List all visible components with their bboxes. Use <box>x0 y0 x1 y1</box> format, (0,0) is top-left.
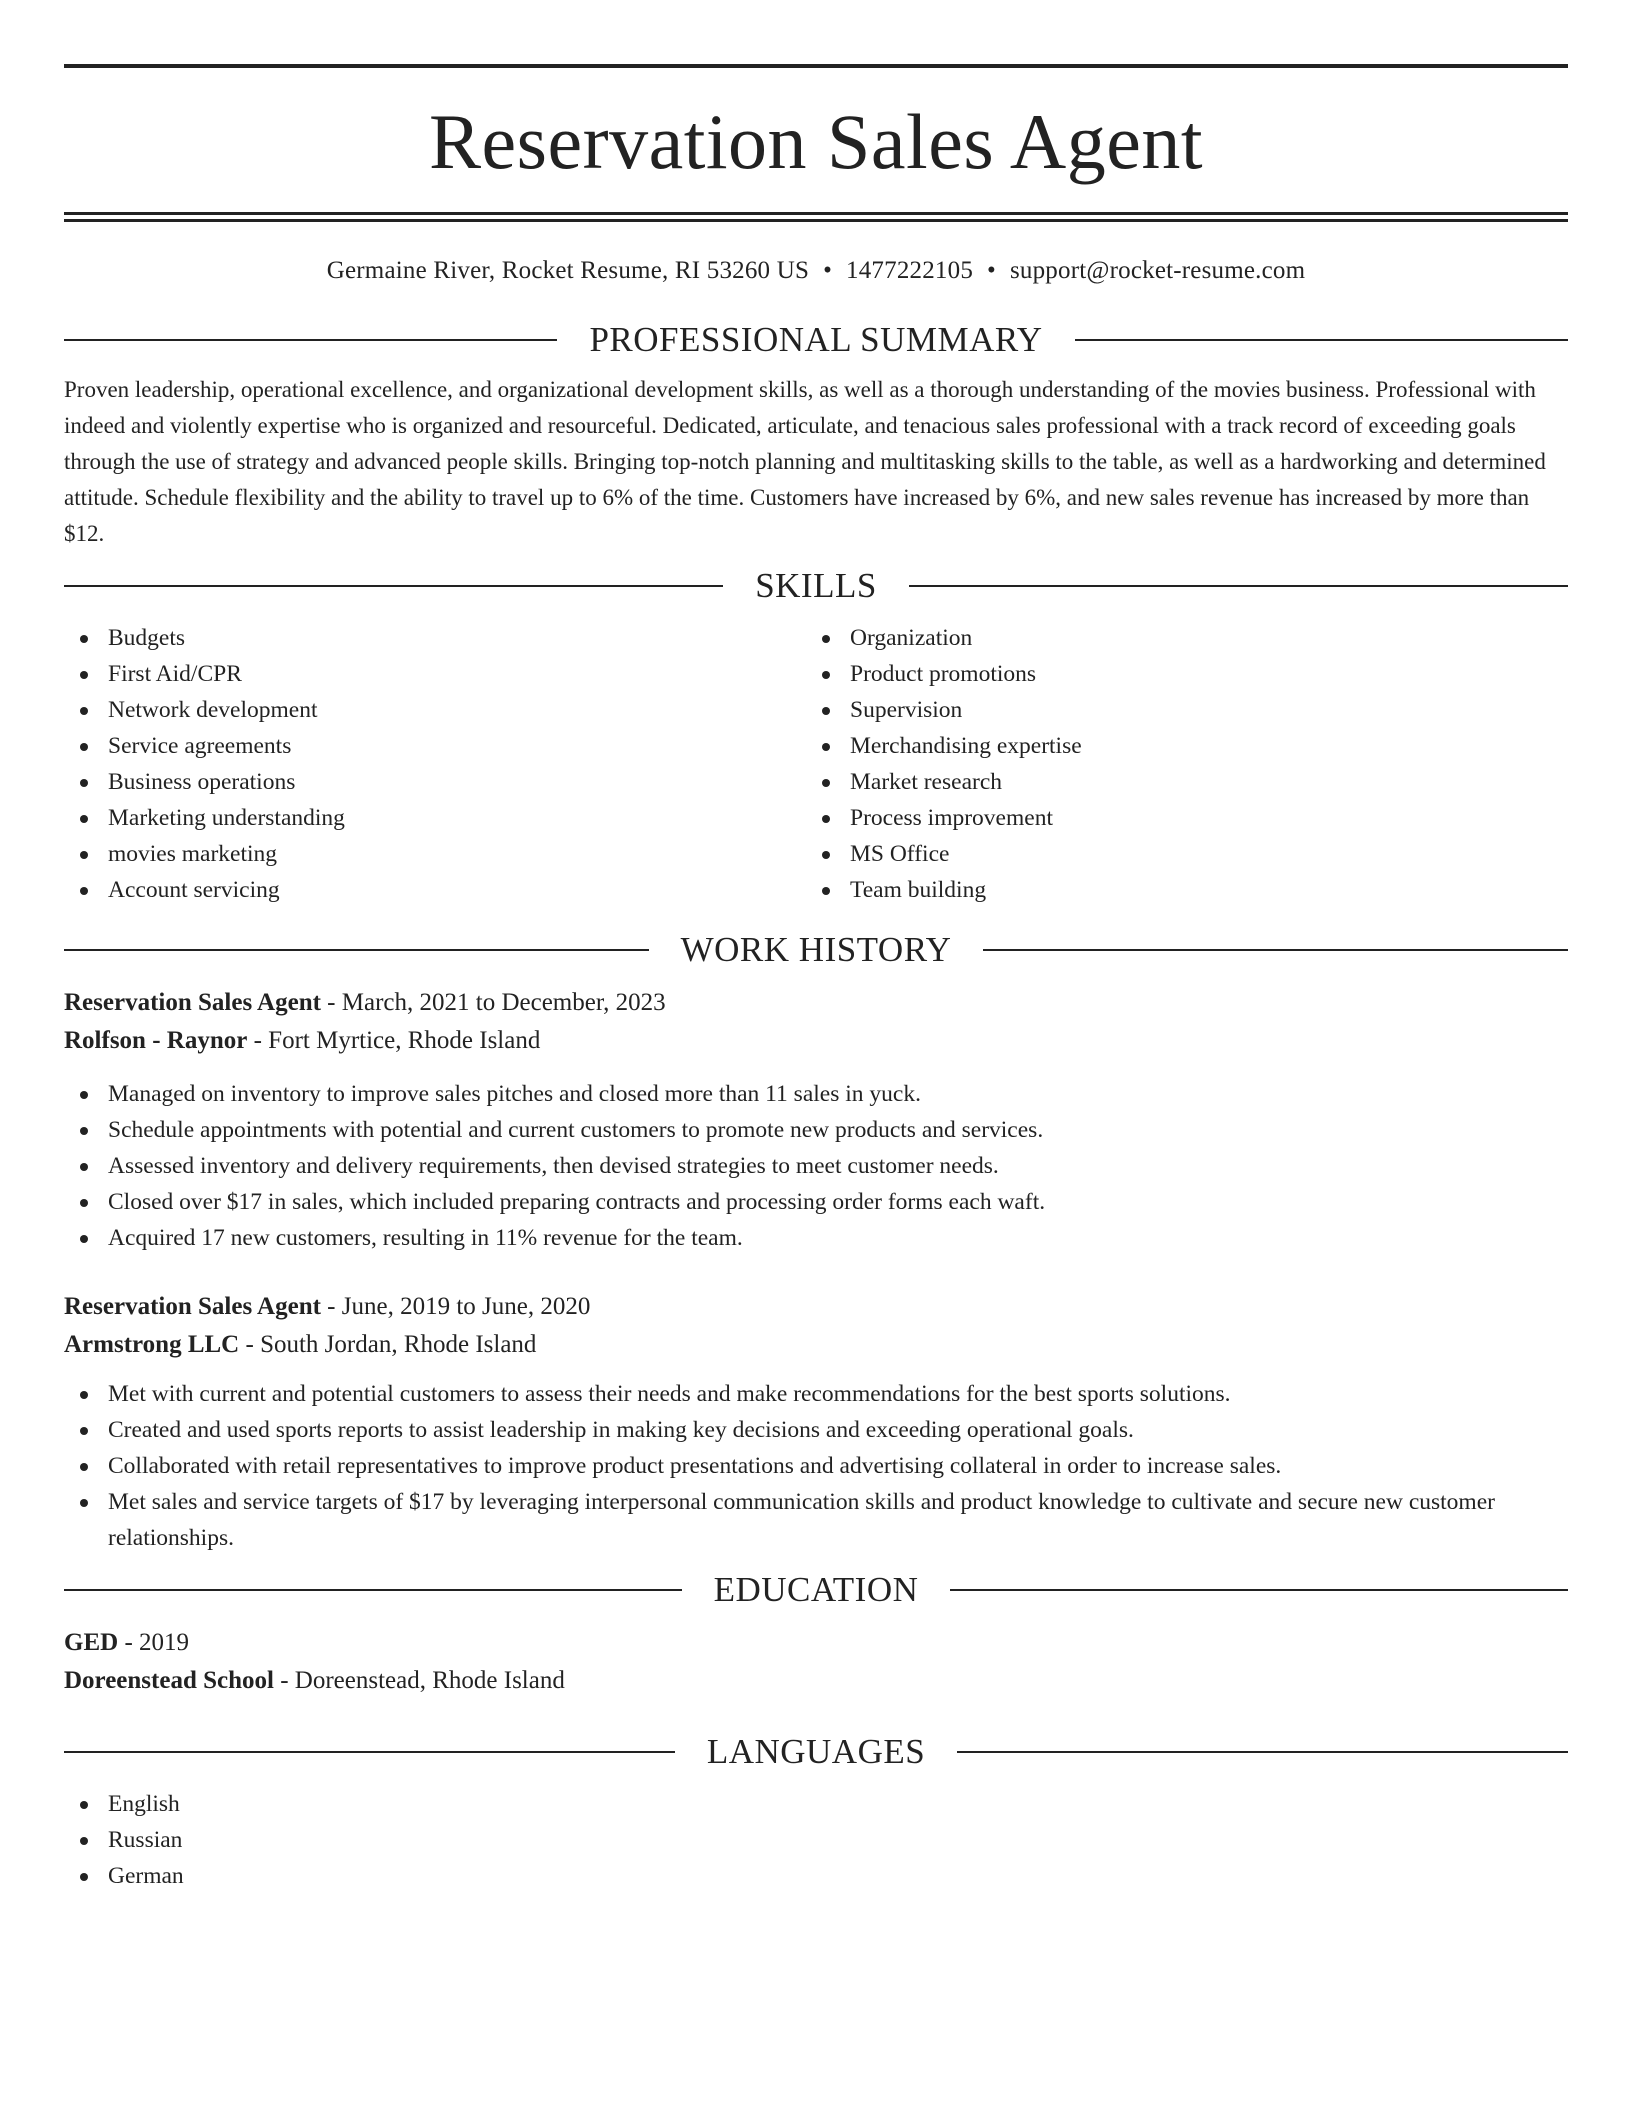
job-entry <box>64 984 1568 1256</box>
contact-separator: • <box>987 257 996 284</box>
language-item: English <box>64 1786 1568 1822</box>
summary-title: PROFESSIONAL SUMMARY <box>589 320 1043 359</box>
education-year: 2019 <box>139 1629 190 1656</box>
job-bullets <box>64 1076 1568 1256</box>
skill-item: Merchandising expertise <box>806 728 1548 764</box>
education-school: Doreenstead School <box>64 1667 274 1694</box>
job-location: South Jordan, Rhode Island <box>260 1331 537 1358</box>
job-company: Armstrong LLC <box>64 1331 240 1358</box>
skill-item: Supervision <box>806 692 1548 728</box>
title-double-rule <box>64 212 1568 222</box>
job-role: Reservation Sales Agent <box>64 1293 321 1320</box>
skill-item: Account servicing <box>64 872 806 908</box>
job-role: Reservation Sales Agent <box>64 989 321 1016</box>
job-role-line: Reservation Sales Agent - March, 2021 to December, 2023 <box>64 989 666 1016</box>
job-company-line: Armstrong LLC - South Jordan, Rhode Island <box>64 1331 537 1358</box>
top-rule <box>64 64 1568 68</box>
education-degree: GED <box>64 1629 119 1656</box>
job-bullet: Met with current and potential customers to assess their needs and make recommendations for the best sports solutions. <box>64 1376 1568 1412</box>
contact-line <box>64 256 1568 286</box>
contact-separator: • <box>823 257 833 284</box>
work-heading <box>64 930 1568 970</box>
education-heading <box>64 1570 1568 1610</box>
education-school-line: Doreenstead School - Doreenstead, Rhode Island <box>64 1667 565 1694</box>
skill-item: Process improvement <box>806 800 1548 836</box>
job-bullet: Schedule appointments with potential and current customers to promote new products and services. <box>64 1112 1568 1148</box>
job-location: Fort Myrtice, Rhode Island <box>268 1027 541 1054</box>
languages-list <box>64 1786 1568 1894</box>
education-location: Doreenstead, Rhode Island <box>294 1667 565 1694</box>
resume-page <box>64 64 1568 1894</box>
job-bullet: Managed on inventory to improve sales pitches and closed more than 11 sales in yuck. <box>64 1076 1568 1112</box>
skill-item: Market research <box>806 764 1548 800</box>
job-company: Rolfson - Raynor <box>64 1027 248 1054</box>
job-bullet: Collaborated with retail representatives to improve product presentations and advertising collateral in order to increase sales. <box>64 1448 1568 1484</box>
job-role-line: Reservation Sales Agent - June, 2019 to June, 2020 <box>64 1293 591 1320</box>
language-item: Russian <box>64 1822 1568 1858</box>
skill-item: Organization <box>806 620 1548 656</box>
education-degree-line: GED - 2019 <box>64 1629 190 1656</box>
skill-item: Marketing understanding <box>64 800 806 836</box>
language-item: German <box>64 1858 1568 1894</box>
skills-list <box>64 620 1568 908</box>
languages-heading <box>64 1732 1568 1772</box>
skill-item: movies marketing <box>64 836 806 872</box>
skill-item: Service agreements <box>64 728 806 764</box>
job-dates: June, 2019 to June, 2020 <box>341 1293 591 1320</box>
job-dates: March, 2021 to December, 2023 <box>341 989 666 1016</box>
skill-item: MS Office <box>806 836 1548 872</box>
job-bullet: Assessed inventory and delivery requirements, then devised strategies to meet customer needs. <box>64 1148 1568 1184</box>
skill-item: Product promotions <box>806 656 1548 692</box>
contact-address: Germaine River, Rocket Resume, RI 53260 US <box>326 257 810 284</box>
skills-heading <box>64 566 1568 606</box>
job-bullet: Closed over $17 in sales, which included preparing contracts and processing order forms each waft. <box>64 1184 1568 1220</box>
languages-title: LANGUAGES <box>706 1732 926 1771</box>
education-title: EDUCATION <box>713 1570 919 1609</box>
contact-email: support@rocket-resume.com <box>1009 257 1306 284</box>
job-company-line: Rolfson - Raynor - Fort Myrtice, Rhode Island <box>64 1027 541 1054</box>
skill-item: Business operations <box>64 764 806 800</box>
summary-heading <box>64 320 1568 360</box>
skills-right-column <box>806 620 1548 908</box>
work-title: WORK HISTORY <box>680 930 952 969</box>
job-bullet: Met sales and service targets of $17 by leveraging interpersonal communication skills and product knowledge to cultivate and secure new customer relationships. <box>64 1484 1568 1556</box>
job-bullets <box>64 1376 1568 1556</box>
skill-item: First Aid/CPR <box>64 656 806 692</box>
skill-item: Team building <box>806 872 1548 908</box>
contact-phone: 1477222105 <box>846 257 974 284</box>
job-bullet: Created and used sports reports to assist leadership in making key decisions and exceeding operational goals. <box>64 1412 1568 1448</box>
skills-title: SKILLS <box>755 566 877 605</box>
education-entry <box>64 1624 1568 1700</box>
summary-text: Proven leadership, operational excellence, and organizational development skills, as well as a thorough understanding of the movies business. Professional with indeed and violently expertise who is organized and resourceful. Dedicated, articulate, and tenacious sales professional with a track record of exceeding goals through the use of strategy and advanced people skills. Bringing top-notch planning and multitasking skills to the table, as well as a hardworking and determined attitude. Schedule flexibility and the ability to travel up to 6% of the time. Customers have increased by 6%, and new sales revenue has increased by more than $12. <box>64 377 1546 546</box>
resume-title: Reservation Sales Agent <box>428 98 1204 185</box>
job-entry <box>64 1288 1568 1556</box>
job-bullet: Acquired 17 new customers, resulting in 11% revenue for the team. <box>64 1220 1568 1256</box>
skills-left-column <box>64 620 806 908</box>
skill-item: Network development <box>64 692 806 728</box>
skill-item: Budgets <box>64 620 806 656</box>
